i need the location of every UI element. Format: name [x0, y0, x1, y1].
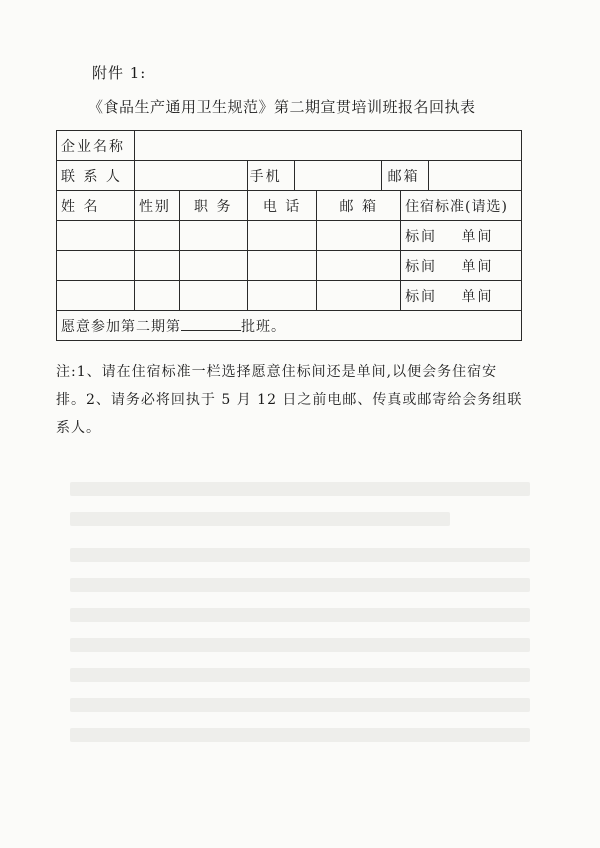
column-header-phone: 电 话: [247, 191, 317, 221]
attendee-gender-input[interactable]: [134, 281, 179, 311]
lodging-standard-option[interactable]: 标间: [405, 228, 438, 245]
attendee-row: [57, 221, 522, 251]
column-header-name: 姓 名: [57, 191, 135, 221]
email-label: 邮箱: [387, 168, 420, 185]
contact-details-cell: [247, 161, 521, 191]
attendee-position-input[interactable]: [179, 251, 247, 281]
lodging-option-cell[interactable]: [401, 221, 522, 251]
batch-cell: [57, 311, 522, 341]
attachment-label: 附件 1:: [92, 64, 147, 82]
attendee-name-input[interactable]: [57, 251, 135, 281]
batch-number-blank[interactable]: [181, 316, 241, 331]
attendee-position-input[interactable]: [179, 221, 247, 251]
column-header-position: 职 务: [179, 191, 247, 221]
lodging-option-cell[interactable]: [401, 251, 522, 281]
batch-row: [57, 311, 522, 341]
lodging-standard-option[interactable]: 标间: [405, 288, 438, 305]
attendee-postcode-input[interactable]: [317, 281, 401, 311]
lodging-single-option[interactable]: 单间: [461, 288, 494, 305]
lodging-single-option[interactable]: 单间: [461, 258, 494, 275]
email-input[interactable]: [428, 161, 521, 190]
column-header-lodging: 住宿标准(请选): [401, 191, 522, 221]
attendee-position-input[interactable]: [179, 281, 247, 311]
attendee-phone-input[interactable]: [247, 251, 317, 281]
batch-prefix: 愿意参加第二期第: [61, 318, 181, 335]
attendee-gender-input[interactable]: [134, 251, 179, 281]
attendee-row: [57, 251, 522, 281]
company-input[interactable]: [134, 131, 521, 161]
attendee-gender-input[interactable]: [134, 221, 179, 251]
header-row: [57, 191, 522, 221]
attendee-name-input[interactable]: [57, 281, 135, 311]
contact-row: [57, 161, 522, 191]
column-header-gender: 性别: [134, 191, 179, 221]
batch-suffix: 批班。: [241, 318, 286, 335]
attendee-row: [57, 281, 522, 311]
contact-input[interactable]: [134, 161, 247, 191]
lodging-option-cell[interactable]: [401, 281, 522, 311]
attendee-postcode-input[interactable]: [317, 251, 401, 281]
mobile-label: 手机: [249, 168, 282, 185]
company-row: [57, 131, 522, 161]
column-header-postcode: 邮 箱: [317, 191, 401, 221]
attendee-phone-input[interactable]: [247, 281, 317, 311]
form-title: 《食品生产通用卫生规范》第二期宣贯培训班报名回执表: [88, 98, 476, 116]
contact-label: 联 系 人: [57, 161, 135, 191]
company-label: 企业名称: [57, 131, 135, 161]
notes-paragraph: 注:1、请在住宿标准一栏选择愿意住标间还是单间,以便会务住宿安排。2、请务必将回执于 5 月 12 日之前电邮、传真或邮寄给会务组联系人。: [56, 364, 523, 436]
lodging-single-option[interactable]: 单间: [461, 228, 494, 245]
attendee-name-input[interactable]: [57, 221, 135, 251]
registration-form-table: [56, 130, 522, 341]
attendee-postcode-input[interactable]: [317, 221, 401, 251]
attendee-phone-input[interactable]: [247, 221, 317, 251]
mobile-input[interactable]: [294, 161, 382, 190]
lodging-standard-option[interactable]: 标间: [405, 258, 438, 275]
